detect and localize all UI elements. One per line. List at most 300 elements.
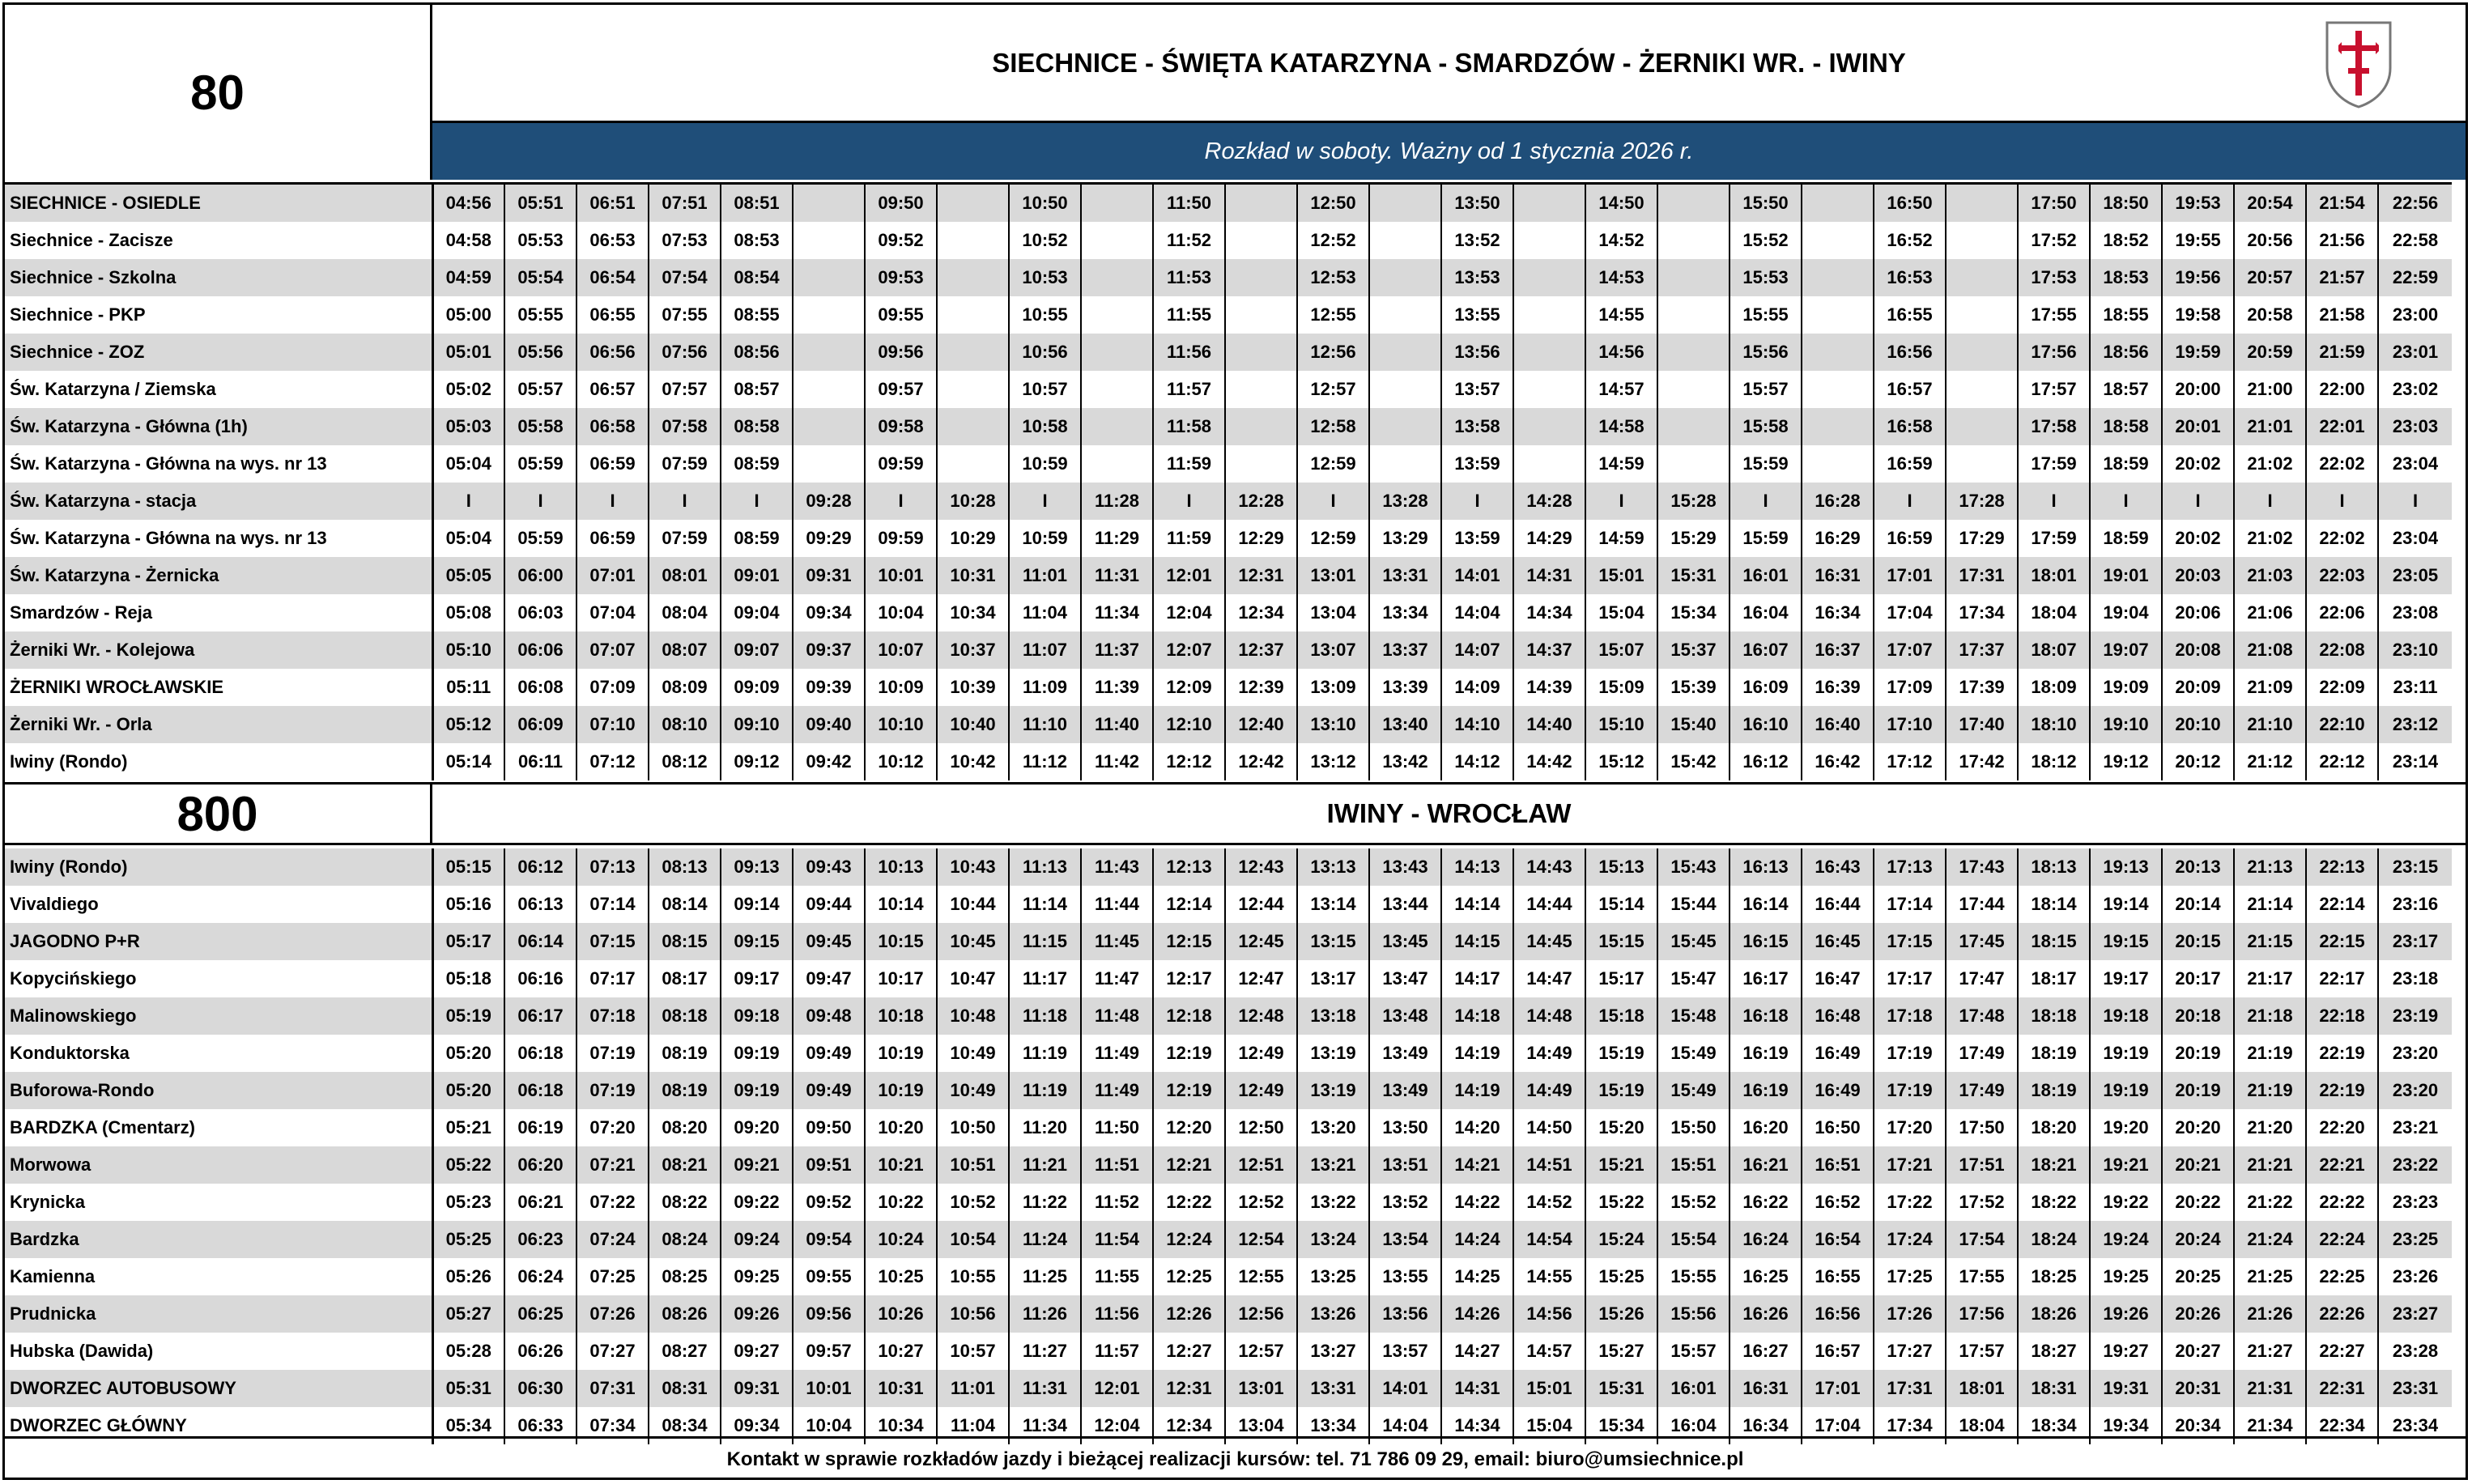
departure-time: 23:19 xyxy=(2378,997,2452,1035)
departure-time: 04:56 xyxy=(432,184,504,223)
departure-time: 08:56 xyxy=(721,334,793,371)
departure-time: 14:52 xyxy=(1585,222,1657,259)
departure-time: 23:16 xyxy=(2378,886,2452,923)
departure-time: 19:07 xyxy=(2090,631,2162,669)
departure-time: 07:19 xyxy=(577,1035,649,1072)
departure-time: 09:22 xyxy=(721,1184,793,1221)
departure-time xyxy=(1802,296,1874,334)
line-number-80: 80 xyxy=(5,5,432,180)
departure-time: 07:25 xyxy=(577,1258,649,1295)
departure-time: 11:15 xyxy=(1009,923,1081,960)
departure-time: 12:24 xyxy=(1153,1221,1225,1258)
departure-time: 04:59 xyxy=(432,259,504,296)
table-row xyxy=(5,259,2452,296)
departure-time: 11:14 xyxy=(1009,886,1081,923)
departure-time: 16:48 xyxy=(1802,997,1874,1035)
departure-time: 17:09 xyxy=(1874,669,1946,706)
departure-time: 17:40 xyxy=(1946,706,2018,743)
departure-time: 09:15 xyxy=(721,923,793,960)
departure-time: 22:19 xyxy=(2306,1035,2378,1072)
departure-time: 12:01 xyxy=(1153,557,1225,594)
departure-time: 18:59 xyxy=(2090,445,2162,483)
departure-time: 12:57 xyxy=(1225,1333,1297,1370)
departure-time: 18:15 xyxy=(2018,923,2090,960)
stop-name: Żerniki Wr. - Orla xyxy=(5,706,432,743)
departure-time: 23:05 xyxy=(2378,557,2452,594)
departure-time: 15:01 xyxy=(1513,1370,1585,1407)
departure-time xyxy=(1225,334,1297,371)
departure-time: 12:09 xyxy=(1153,669,1225,706)
departure-time: 09:56 xyxy=(865,334,937,371)
table-row xyxy=(5,222,2452,259)
departure-time: 14:37 xyxy=(1513,631,1585,669)
departure-time: 14:57 xyxy=(1513,1333,1585,1370)
stop-name: Św. Katarzyna - Główna na wys. nr 13 xyxy=(5,520,432,557)
departure-time: 04:58 xyxy=(432,222,504,259)
departure-time: 16:20 xyxy=(1730,1109,1802,1146)
departure-time: 13:45 xyxy=(1369,923,1441,960)
departure-time: 12:57 xyxy=(1297,371,1369,408)
departure-time: 17:31 xyxy=(1874,1370,1946,1407)
departure-time xyxy=(937,445,1009,483)
departure-time: 14:31 xyxy=(1441,1370,1513,1407)
departure-time: 22:01 xyxy=(2306,408,2378,445)
departure-time: 23:18 xyxy=(2378,960,2452,997)
departure-time: 05:03 xyxy=(432,408,504,445)
departure-time: 14:01 xyxy=(1369,1370,1441,1407)
departure-time: 14:24 xyxy=(1441,1221,1513,1258)
table-row xyxy=(5,334,2452,371)
departure-time: 16:21 xyxy=(1730,1146,1802,1184)
departure-time: 08:20 xyxy=(649,1109,721,1146)
departure-time: 17:34 xyxy=(1946,594,2018,631)
departure-time: 09:19 xyxy=(721,1072,793,1109)
departure-time: 09:53 xyxy=(865,259,937,296)
departure-time: I xyxy=(721,483,793,520)
departure-time: 09:28 xyxy=(793,483,865,520)
departure-time: 09:37 xyxy=(793,631,865,669)
departure-time: 07:13 xyxy=(577,848,649,886)
departure-time: 10:55 xyxy=(1009,296,1081,334)
departure-time: 16:47 xyxy=(1802,960,1874,997)
departure-time xyxy=(1513,222,1585,259)
departure-time: 06:09 xyxy=(504,706,577,743)
departure-time: 09:19 xyxy=(721,1035,793,1072)
departure-time: 15:52 xyxy=(1657,1184,1730,1221)
departure-time: 14:47 xyxy=(1513,960,1585,997)
departure-time: 13:52 xyxy=(1441,222,1513,259)
departure-time: 22:03 xyxy=(2306,557,2378,594)
table-row xyxy=(5,1370,2452,1407)
departure-time: 12:27 xyxy=(1153,1333,1225,1370)
departure-time: 15:53 xyxy=(1730,259,1802,296)
departure-time: 11:01 xyxy=(937,1370,1009,1407)
table-row xyxy=(5,960,2452,997)
departure-time: 12:40 xyxy=(1225,706,1297,743)
departure-time: 16:55 xyxy=(1802,1258,1874,1295)
route-title-800: IWINY - WROCŁAW xyxy=(1326,798,1572,828)
departure-time: 17:49 xyxy=(1946,1035,2018,1072)
departure-time: 10:55 xyxy=(937,1258,1009,1295)
departure-time: 15:14 xyxy=(1585,886,1657,923)
departure-time: 11:21 xyxy=(1009,1146,1081,1184)
departure-time: 10:09 xyxy=(865,669,937,706)
departure-time: 17:10 xyxy=(1874,706,1946,743)
departure-time: 18:25 xyxy=(2018,1258,2090,1295)
departure-time: 12:53 xyxy=(1297,259,1369,296)
departure-time: 10:58 xyxy=(1009,408,1081,445)
departure-time xyxy=(793,184,865,223)
departure-time: 17:29 xyxy=(1946,520,2018,557)
departure-time: 22:12 xyxy=(2306,743,2378,780)
departure-time: 17:25 xyxy=(1874,1258,1946,1295)
departure-time: 06:16 xyxy=(504,960,577,997)
departure-time: 14:56 xyxy=(1513,1295,1585,1333)
departure-time: 08:53 xyxy=(721,222,793,259)
departure-time: 23:15 xyxy=(2378,848,2452,886)
departure-time: 13:24 xyxy=(1297,1221,1369,1258)
departure-time: I xyxy=(2162,483,2234,520)
departure-time: 20:56 xyxy=(2234,222,2306,259)
departure-time: 15:15 xyxy=(1585,923,1657,960)
departure-time: 10:51 xyxy=(937,1146,1009,1184)
departure-time: 21:19 xyxy=(2234,1035,2306,1072)
departure-time: 18:27 xyxy=(2018,1333,2090,1370)
departure-time: 08:55 xyxy=(721,296,793,334)
departure-time: 12:49 xyxy=(1225,1035,1297,1072)
departure-time: 23:08 xyxy=(2378,594,2452,631)
departure-time: 16:12 xyxy=(1730,743,1802,780)
departure-time: 05:51 xyxy=(504,184,577,223)
departure-time: 11:34 xyxy=(1081,594,1153,631)
departure-time: I xyxy=(2306,483,2378,520)
departure-time: 11:56 xyxy=(1153,334,1225,371)
departure-time: 18:04 xyxy=(1946,1407,2018,1444)
departure-time: 18:14 xyxy=(2018,886,2090,923)
departure-time: 17:59 xyxy=(2018,520,2090,557)
departure-time: 13:01 xyxy=(1225,1370,1297,1407)
departure-time: 05:58 xyxy=(504,408,577,445)
departure-time: 09:31 xyxy=(793,557,865,594)
departure-time: 13:04 xyxy=(1225,1407,1297,1444)
departure-time: 12:50 xyxy=(1225,1109,1297,1146)
stop-name: Kamienna xyxy=(5,1258,432,1295)
departure-time: 23:22 xyxy=(2378,1146,2452,1184)
stop-name: Vivaldiego xyxy=(5,886,432,923)
departure-time xyxy=(1657,259,1730,296)
departure-time: 17:26 xyxy=(1874,1295,1946,1333)
departure-time: 16:58 xyxy=(1874,408,1946,445)
departure-time: 06:08 xyxy=(504,669,577,706)
departure-time: 17:17 xyxy=(1874,960,1946,997)
departure-time: 18:17 xyxy=(2018,960,2090,997)
departure-time: 17:58 xyxy=(2018,408,2090,445)
departure-time: I xyxy=(432,483,504,520)
departure-time: 10:01 xyxy=(865,557,937,594)
departure-time: 15:13 xyxy=(1585,848,1657,886)
departure-time: 21:34 xyxy=(2234,1407,2306,1444)
departure-time: 15:01 xyxy=(1585,557,1657,594)
departure-time xyxy=(1369,259,1441,296)
departure-time: 07:18 xyxy=(577,997,649,1035)
departure-time: 14:20 xyxy=(1441,1109,1513,1146)
departure-time: 12:15 xyxy=(1153,923,1225,960)
departure-time: 12:04 xyxy=(1153,594,1225,631)
table-row xyxy=(5,1333,2452,1370)
departure-time: 22:18 xyxy=(2306,997,2378,1035)
contact-footer: Kontakt w sprawie rozkładów jazdy i bieżącej realizacji kursów: tel. 71 786 09 29, email: biuro@umsiechnice.pl xyxy=(5,1436,2466,1480)
departure-time: 17:56 xyxy=(2018,334,2090,371)
departure-time: 16:49 xyxy=(1802,1035,1874,1072)
departure-time: 16:45 xyxy=(1802,923,1874,960)
departure-time: 06:03 xyxy=(504,594,577,631)
departure-time: 16:52 xyxy=(1802,1184,1874,1221)
departure-time: 10:39 xyxy=(937,669,1009,706)
departure-time: 07:51 xyxy=(649,184,721,223)
departure-time: 11:31 xyxy=(1009,1370,1081,1407)
departure-time: 07:56 xyxy=(649,334,721,371)
departure-time xyxy=(1946,445,2018,483)
departure-time: 10:49 xyxy=(937,1072,1009,1109)
departure-time: 16:59 xyxy=(1874,445,1946,483)
departure-time: 21:09 xyxy=(2234,669,2306,706)
departure-time: 16:01 xyxy=(1657,1370,1730,1407)
departure-time: 11:18 xyxy=(1009,997,1081,1035)
departure-time: 23:20 xyxy=(2378,1035,2452,1072)
departure-time: 10:59 xyxy=(1009,520,1081,557)
departure-time: 12:20 xyxy=(1153,1109,1225,1146)
departure-time: 20:19 xyxy=(2162,1072,2234,1109)
departure-time: 09:58 xyxy=(865,408,937,445)
departure-time xyxy=(1081,445,1153,483)
departure-time: 17:13 xyxy=(1874,848,1946,886)
departure-time: 13:58 xyxy=(1441,408,1513,445)
stop-name: Prudnicka xyxy=(5,1295,432,1333)
departure-time: 15:09 xyxy=(1585,669,1657,706)
departure-time: 11:44 xyxy=(1081,886,1153,923)
departure-time: 16:50 xyxy=(1874,184,1946,223)
departure-time: I xyxy=(2090,483,2162,520)
schedule-validity: Rozkład w soboty. Ważny od 1 stycznia 2026 r. xyxy=(432,123,2466,180)
table-row xyxy=(5,743,2452,780)
departure-time: 18:26 xyxy=(2018,1295,2090,1333)
departure-time: 17:57 xyxy=(1946,1333,2018,1370)
departure-time: 17:04 xyxy=(1802,1407,1874,1444)
departure-time: 20:57 xyxy=(2234,259,2306,296)
departure-time: 15:47 xyxy=(1657,960,1730,997)
departure-time: 14:04 xyxy=(1369,1407,1441,1444)
departure-time: 08:18 xyxy=(649,997,721,1035)
departure-time: 08:24 xyxy=(649,1221,721,1258)
departure-time: 18:10 xyxy=(2018,706,2090,743)
departure-time: 14:49 xyxy=(1513,1035,1585,1072)
departure-time: 18:19 xyxy=(2018,1035,2090,1072)
departure-time: 17:28 xyxy=(1946,483,2018,520)
departure-time: 10:43 xyxy=(937,848,1009,886)
departure-time: 13:39 xyxy=(1369,669,1441,706)
departure-time: 05:59 xyxy=(504,520,577,557)
departure-time: 17:01 xyxy=(1802,1370,1874,1407)
departure-time: 11:57 xyxy=(1081,1333,1153,1370)
departure-time: 15:40 xyxy=(1657,706,1730,743)
departure-time: 22:13 xyxy=(2306,848,2378,886)
departure-time: 20:20 xyxy=(2162,1109,2234,1146)
departure-time: 12:44 xyxy=(1225,886,1297,923)
departure-time: 16:26 xyxy=(1730,1295,1802,1333)
departure-time: 16:52 xyxy=(1874,222,1946,259)
departure-time: I xyxy=(1585,483,1657,520)
departure-time: 10:07 xyxy=(865,631,937,669)
departure-time: 16:19 xyxy=(1730,1072,1802,1109)
stop-name: Św. Katarzyna - Główna (1h) xyxy=(5,408,432,445)
departure-time: 17:54 xyxy=(1946,1221,2018,1258)
departure-time xyxy=(1513,296,1585,334)
departure-time: 15:10 xyxy=(1585,706,1657,743)
departure-time: 16:34 xyxy=(1802,594,1874,631)
departure-time: 22:19 xyxy=(2306,1072,2378,1109)
departure-time: 08:25 xyxy=(649,1258,721,1295)
departure-time: 21:01 xyxy=(2234,408,2306,445)
departure-time: 13:40 xyxy=(1369,706,1441,743)
departure-time: 23:00 xyxy=(2378,296,2452,334)
departure-time xyxy=(1513,408,1585,445)
departure-time: 21:13 xyxy=(2234,848,2306,886)
departure-time: 09:13 xyxy=(721,848,793,886)
departure-time: 13:53 xyxy=(1441,259,1513,296)
stop-name: DWORZEC AUTOBUSOWY xyxy=(5,1370,432,1407)
departure-time xyxy=(937,184,1009,223)
stop-name: Krynicka xyxy=(5,1184,432,1221)
departure-time: 06:25 xyxy=(504,1295,577,1333)
timetable-sheet xyxy=(2,2,2468,1480)
departure-time: 05:53 xyxy=(504,222,577,259)
departure-time: 07:15 xyxy=(577,923,649,960)
departure-time: 17:24 xyxy=(1874,1221,1946,1258)
route-title: SIECHNICE - ŚWIĘTA KATARZYNA - SMARDZÓW - ŻERNIKI WR. - IWINY xyxy=(432,5,2466,123)
departure-time: 16:04 xyxy=(1657,1407,1730,1444)
departure-time: 23:11 xyxy=(2378,669,2452,706)
departure-time: 14:43 xyxy=(1513,848,1585,886)
departure-time: 06:58 xyxy=(577,408,649,445)
departure-time: 13:52 xyxy=(1369,1184,1441,1221)
departure-time: 11:20 xyxy=(1009,1109,1081,1146)
departure-time: 19:10 xyxy=(2090,706,2162,743)
departure-time: 13:56 xyxy=(1369,1295,1441,1333)
departure-time xyxy=(1225,222,1297,259)
departure-time: 17:37 xyxy=(1946,631,2018,669)
departure-time xyxy=(1369,296,1441,334)
departure-time xyxy=(1946,259,2018,296)
departure-time: 13:01 xyxy=(1297,557,1369,594)
departure-time: 07:17 xyxy=(577,960,649,997)
departure-time: 15:51 xyxy=(1657,1146,1730,1184)
departure-time: 12:43 xyxy=(1225,848,1297,886)
departure-time: 23:21 xyxy=(2378,1109,2452,1146)
departure-time: 05:08 xyxy=(432,594,504,631)
departure-time xyxy=(1946,408,2018,445)
departure-time: 15:18 xyxy=(1585,997,1657,1035)
departure-time: 06:51 xyxy=(577,184,649,223)
departure-time: 19:58 xyxy=(2162,296,2234,334)
departure-time: 07:07 xyxy=(577,631,649,669)
departure-time: 12:26 xyxy=(1153,1295,1225,1333)
departure-time xyxy=(793,334,865,371)
departure-time: 08:07 xyxy=(649,631,721,669)
departure-time: 13:20 xyxy=(1297,1109,1369,1146)
departure-time: 15:26 xyxy=(1585,1295,1657,1333)
departure-time: 20:26 xyxy=(2162,1295,2234,1333)
departure-time: 05:22 xyxy=(432,1146,504,1184)
departure-time: 07:34 xyxy=(577,1407,649,1444)
departure-time: 07:55 xyxy=(649,296,721,334)
departure-time: 08:22 xyxy=(649,1184,721,1221)
departure-time: 05:02 xyxy=(432,371,504,408)
table-row xyxy=(5,706,2452,743)
table-row xyxy=(5,1184,2452,1221)
departure-time: 18:20 xyxy=(2018,1109,2090,1146)
departure-time: 10:19 xyxy=(865,1072,937,1109)
departure-time: 10:31 xyxy=(865,1370,937,1407)
departure-time: 08:54 xyxy=(721,259,793,296)
departure-time: 06:24 xyxy=(504,1258,577,1295)
departure-time: 05:56 xyxy=(504,334,577,371)
departure-time: 10:31 xyxy=(937,557,1009,594)
departure-time: 19:04 xyxy=(2090,594,2162,631)
departure-time: 08:27 xyxy=(649,1333,721,1370)
departure-time: 08:12 xyxy=(649,743,721,780)
departure-time: 10:48 xyxy=(937,997,1009,1035)
stop-name: Św. Katarzyna / Ziemska xyxy=(5,371,432,408)
departure-time: 13:19 xyxy=(1297,1072,1369,1109)
departure-time: 07:58 xyxy=(649,408,721,445)
departure-time: 18:12 xyxy=(2018,743,2090,780)
departure-time: 11:04 xyxy=(937,1407,1009,1444)
stop-name: Buforowa-Rondo xyxy=(5,1072,432,1109)
departure-time: 19:53 xyxy=(2162,184,2234,223)
departure-time: 16:55 xyxy=(1874,296,1946,334)
departure-time: 14:45 xyxy=(1513,923,1585,960)
departure-time: 20:08 xyxy=(2162,631,2234,669)
departure-time: I xyxy=(1297,483,1369,520)
departure-time: 21:17 xyxy=(2234,960,2306,997)
departure-time: 05:00 xyxy=(432,296,504,334)
departure-time: 16:49 xyxy=(1802,1072,1874,1109)
departure-time: 09:34 xyxy=(793,594,865,631)
departure-time: 15:22 xyxy=(1585,1184,1657,1221)
departure-time: 18:22 xyxy=(2018,1184,2090,1221)
departure-time: 11:19 xyxy=(1009,1035,1081,1072)
departure-time: 21:19 xyxy=(2234,1072,2306,1109)
departure-time: 21:24 xyxy=(2234,1221,2306,1258)
departure-time: 22:22 xyxy=(2306,1184,2378,1221)
departure-time: 15:50 xyxy=(1730,184,1802,223)
departure-time: 17:43 xyxy=(1946,848,2018,886)
departure-time: 09:14 xyxy=(721,886,793,923)
departure-time: 12:54 xyxy=(1225,1221,1297,1258)
departure-time: I xyxy=(1153,483,1225,520)
departure-time: 07:12 xyxy=(577,743,649,780)
departure-time: 14:07 xyxy=(1441,631,1513,669)
departure-time: 16:22 xyxy=(1730,1184,1802,1221)
departure-time: 21:31 xyxy=(2234,1370,2306,1407)
departure-time: 11:52 xyxy=(1153,222,1225,259)
departure-time: 10:47 xyxy=(937,960,1009,997)
departure-time xyxy=(1081,296,1153,334)
departure-time: 15:19 xyxy=(1585,1072,1657,1109)
departure-time: 09:18 xyxy=(721,997,793,1035)
departure-time: 18:52 xyxy=(2090,222,2162,259)
departure-time: 06:00 xyxy=(504,557,577,594)
